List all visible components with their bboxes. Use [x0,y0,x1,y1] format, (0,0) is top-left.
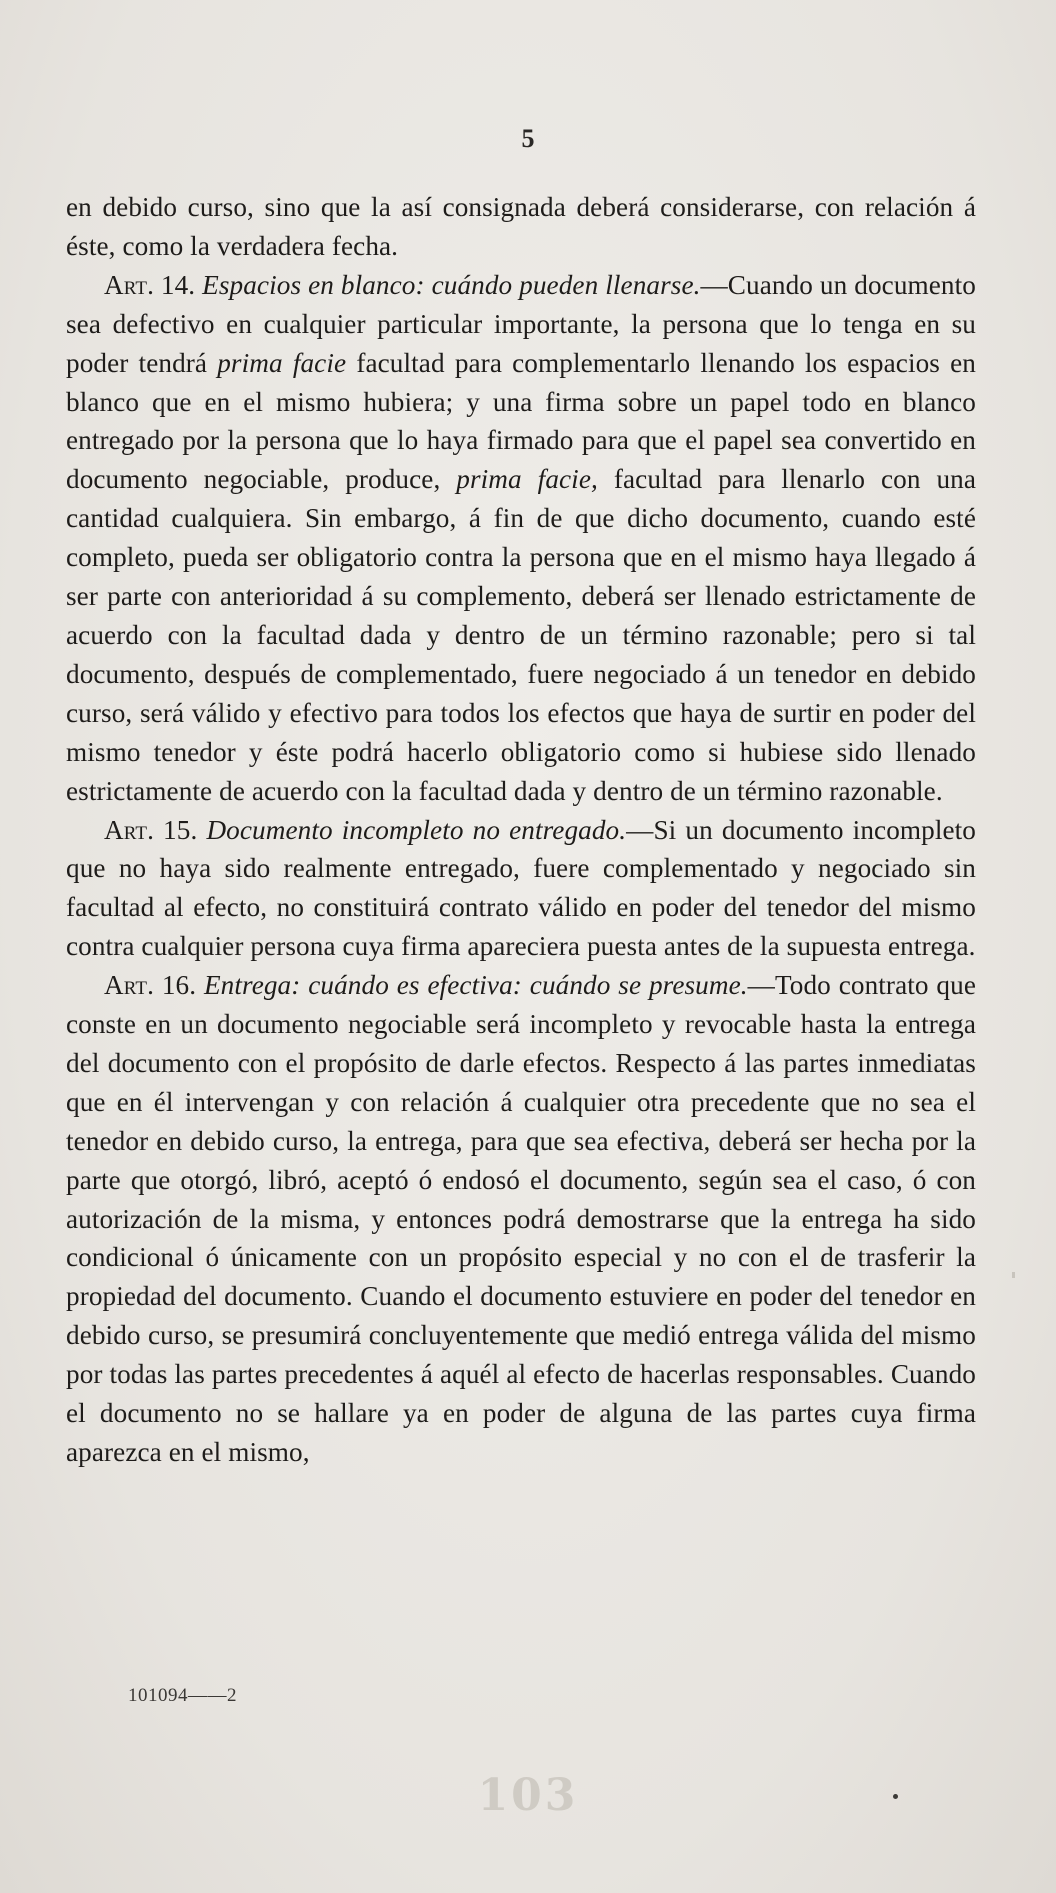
latin-phrase: prima facie, [456,464,598,495]
article-14-body-a: —Cuando un documento sea defectivo en cualquier particular importante, la persona que lo tenga en su poder tendrá [66,269,976,378]
article-15-title: Documento incompleto no entregado. [206,814,627,845]
margin-mark [1012,1272,1015,1278]
article-14-title: Espacios en blanco: cuándo pueden llenarse. [202,269,701,300]
article-16-title: Entrega: cuándo es efectiva: cuándo se presume. [203,970,748,1001]
article-16-paragraph [66,966,976,1472]
article-14-label: Art. 14. [104,269,196,300]
article-15-label: Art. 15. [104,814,198,845]
continuation-paragraph: en debido curso, sino que la así consignada deberá considerarse, con relación á éste, como la verdadera fecha. [66,192,976,261]
article-16-body: —Todo contrato que conste en un documento negociable será incompleto y revocable hasta la entrega del documento con el propósito de darle efectos. Respecto á las partes inmediatas que en él intervengan y con relación á cualquier otra precedente que no sea el tenedor en debido curso, la entrega, para que sea efectiva, deberá ser hecha por la parte que otorgó, libró, aceptó ó endosó el documento, según sea el caso, ó con autorización de la misma, y entonces podrá demostrarse que la entrega ha sido condicional ó únicamente con un propósito especial y no con el de trasferir la propiedad del documento. Cuando el documento estuviere en poder del tenedor en debido curso, se presumirá concluyentemente que medió entrega válida del mismo por todas las partes precedentes á aquél al efecto de hacerlas responsables. Cuando el documento no se hallare ya en poder de alguna de las partes cuya firma aparezca en el mismo, [66,970,976,1467]
article-15-paragraph [66,811,976,967]
article-14-body-c: facultad para llenarlo con una cantidad cualquiera. Sin embargo, á fin de que dicho documento, cuando esté completo, pueda ser obligatorio contra la persona que en el mismo haya llegado á ser parte con anterioridad á su complemento, deberá ser llenado estrictamente de acuerdo con la facultad dada y dentro de un término razonable; pero si tal documento, después de complementado, fuere negociado á un tenedor en debido curso, será válido y efectivo para todos los efectos que haya de surtir en poder del mismo tenedor y éste podrá hacerlo obligatorio como si hubiese sido llenado estrictamente de acuerdo con la facultad dada y dentro de un término razonable. [66,464,976,806]
article-15-body: —Si un documento incompleto que no haya sido realmente entregado, fuere complementado y negociado sin facultad al efecto, no constituirá contrato válido en poder del tenedor del mismo contra cualquier persona cuya firma apareciera puesta antes de la supuesta entrega. [66,814,976,962]
folio-stamp: 103 [477,1770,579,1821]
body-text [66,188,976,1472]
latin-phrase: prima facie [217,347,347,378]
page-number: 5 [521,124,535,153]
article-16-label: Art. 16. [104,970,197,1001]
ink-speck [893,1794,898,1799]
article-14-body-b: facultad para complementarlo llenando los espacios en blanco que en el mismo hubiera; y una firma sobre un papel todo en blanco entregado por la persona que lo haya firmado para que el papel sea convertido en documento negociable, produce, [66,347,976,495]
article-14-paragraph [66,266,976,811]
printer-signature-mark: 101094——2 [128,1685,237,1706]
